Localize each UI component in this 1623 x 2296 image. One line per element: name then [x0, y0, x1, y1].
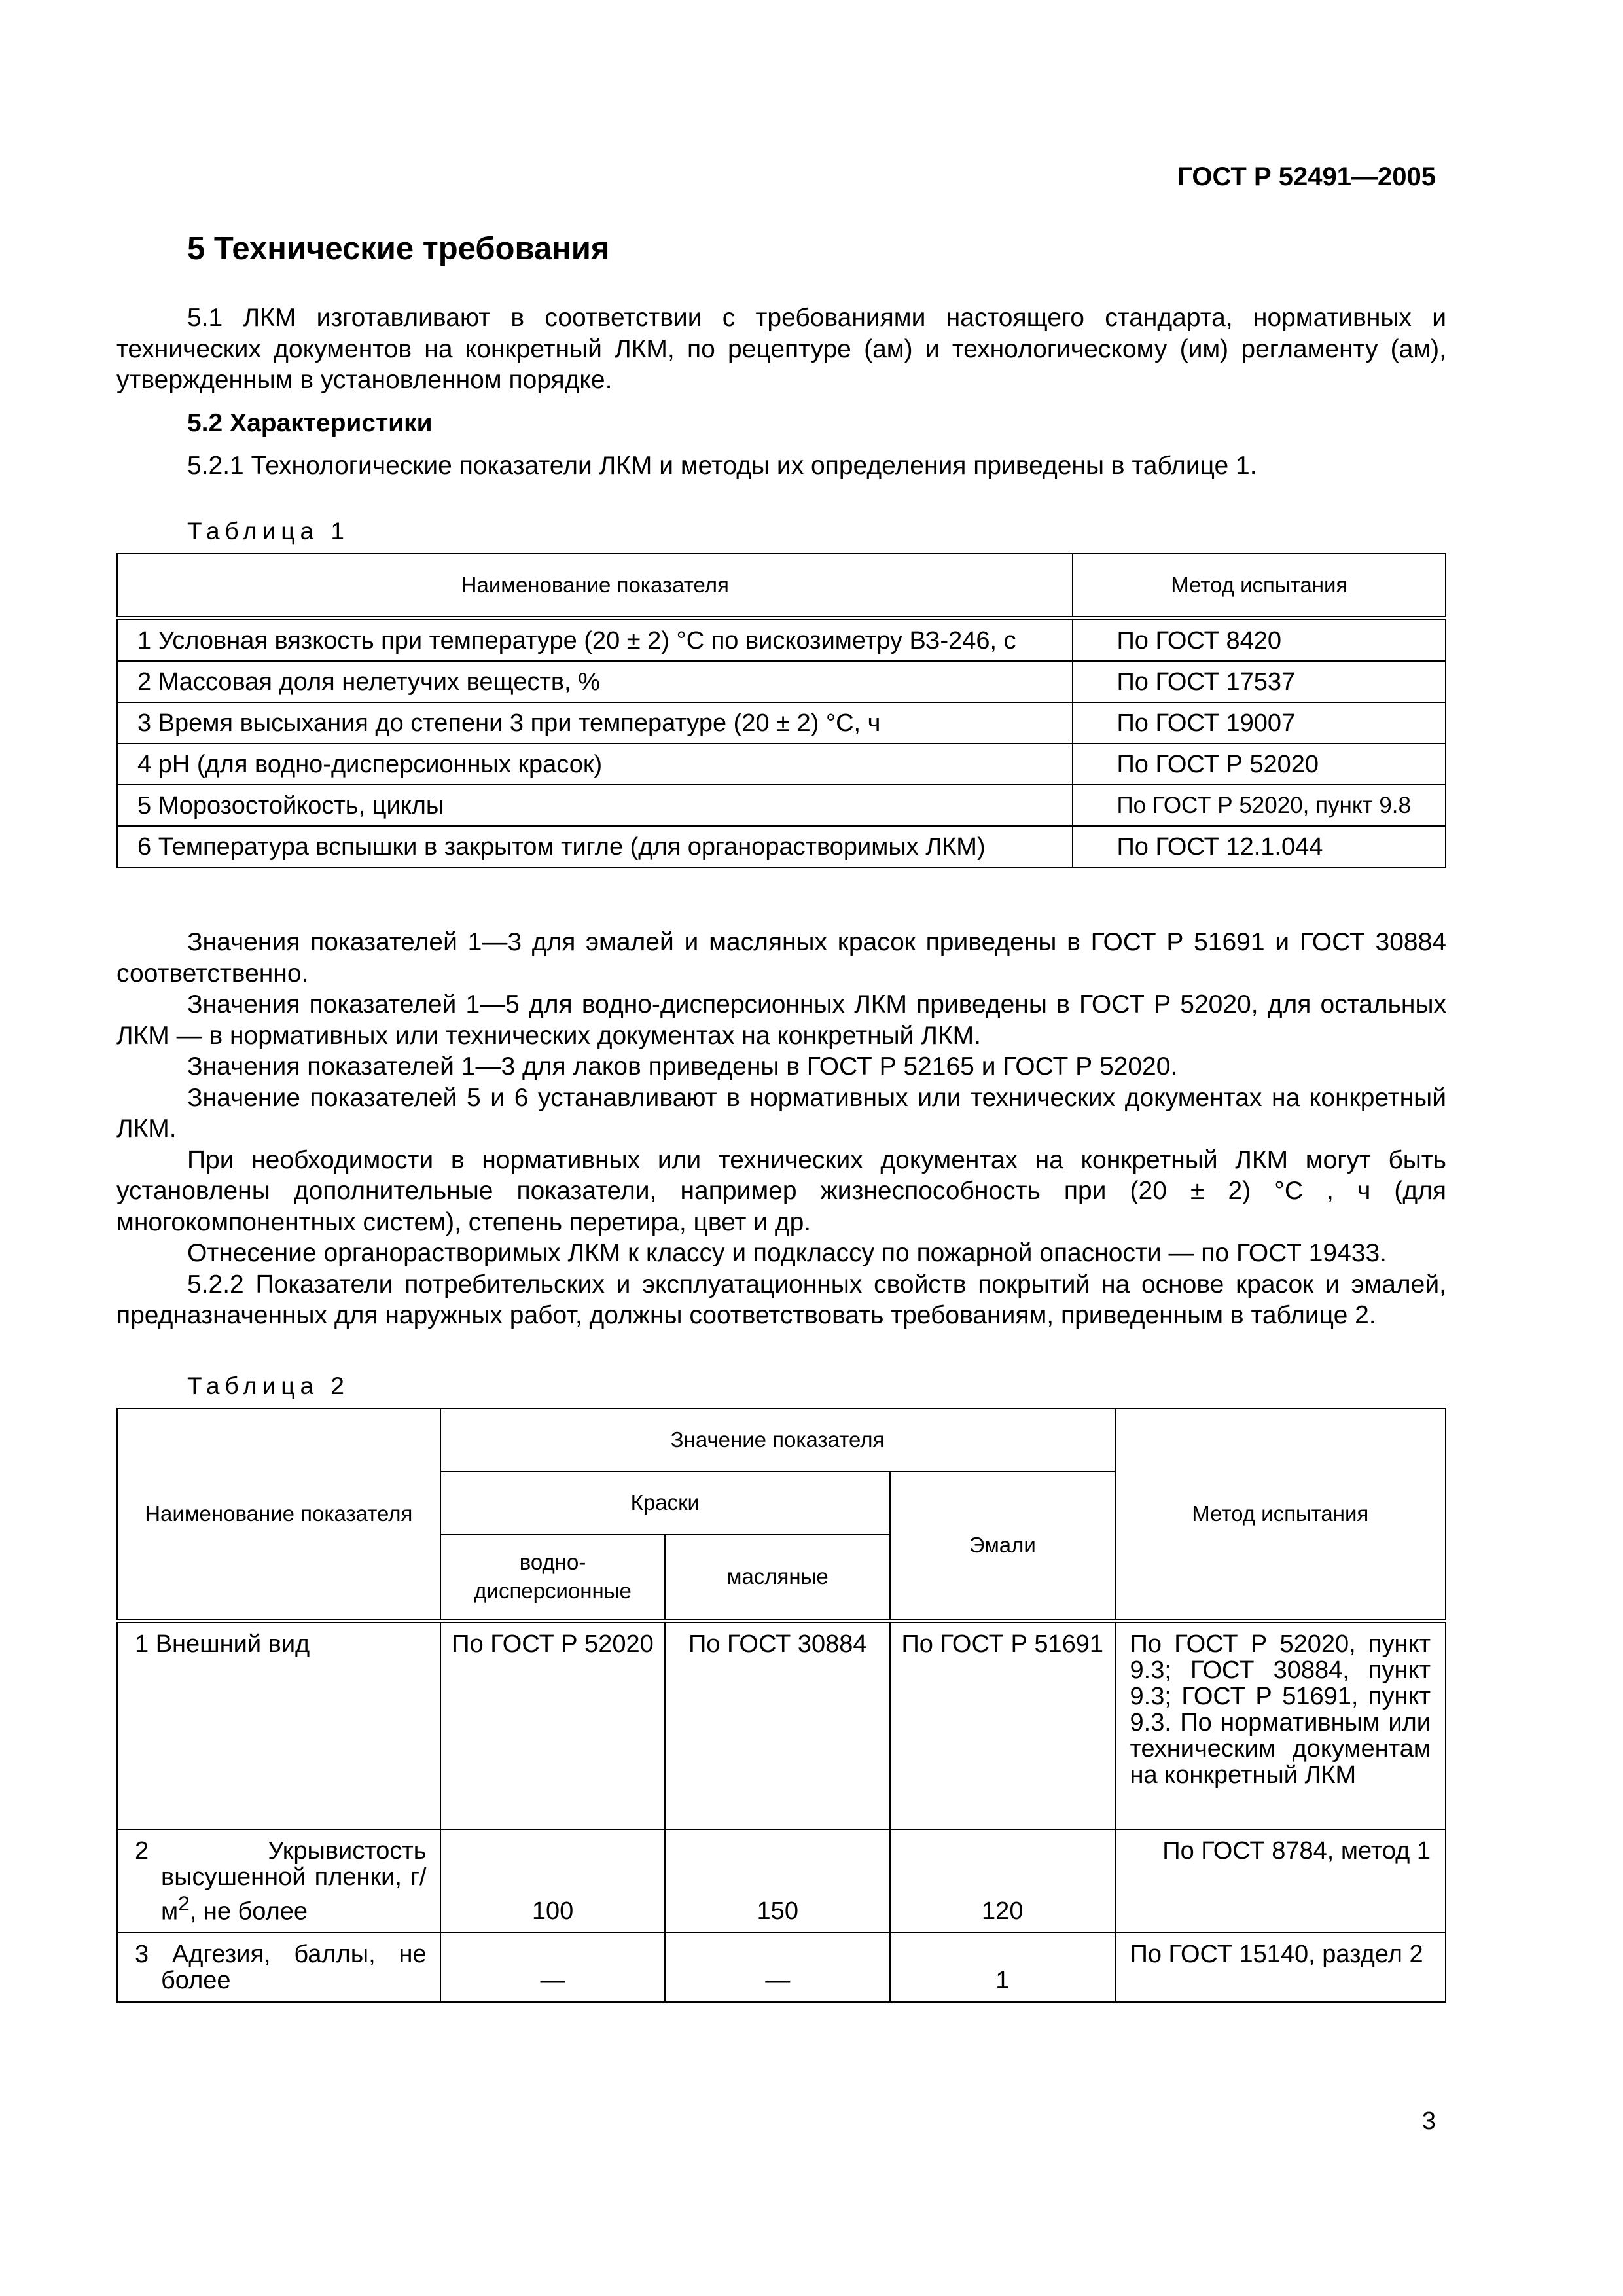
table-cell-oil: По ГОСТ 30884 [665, 1621, 890, 1829]
table-cell-method: По ГОСТ 8784, метод 1 [1115, 1829, 1446, 1933]
table-cell-water: — [440, 1933, 666, 2002]
table-cell-name: 1 Условная вязкость при температуре (20 ± 2) °С по вискозиметру ВЗ-246, с [117, 619, 1073, 662]
table-cell-method: По ГОСТ 12.1.044 [1073, 826, 1446, 867]
table-1 [116, 553, 1446, 868]
table-cell-enamels: По ГОСТ Р 51691 [890, 1621, 1115, 1829]
table-cell-name: 2 Массовая доля нелетучих веществ, % [117, 661, 1073, 702]
table2-header-method: Метод испытания [1115, 1408, 1446, 1621]
table-cell-method: По ГОСТ 8420 [1073, 619, 1446, 662]
superscript: 2 [178, 1891, 190, 1915]
table-cell-name: 3 Время высыхания до степени 3 при температуре (20 ± 2) °С, ч [117, 702, 1073, 744]
paragraph-5-2-2: 5.2.2 Показатели потребительских и эксплуатационных свойств покрытий на основе красок и эмалей, предназначенных для наружных работ, должны соответствовать требованиям, приведенным в таблице 2. [116, 1270, 1446, 1329]
table-cell-name: 3 Адгезия, баллы, не более [117, 1933, 440, 2002]
table-cell-enamels: 120 [890, 1829, 1115, 1933]
table1-header-method: Метод испытания [1073, 554, 1446, 619]
table-cell-enamels: 1 [890, 1933, 1115, 2002]
table2-header-water: водно-дисперсионные [440, 1534, 666, 1621]
note-paragraph: Отнесение органорастворимых ЛКМ к классу и подклассу по пожарной опасности — по ГОСТ 19433. [187, 1239, 1387, 1267]
table2-caption: Таблица 2 [187, 1372, 349, 1399]
document-body [116, 302, 1446, 2003]
table-2 [116, 1408, 1446, 2003]
page-number: 3 [1421, 2108, 1436, 2135]
table-row [117, 785, 1446, 826]
table1-header-row [117, 554, 1446, 619]
table2-header-value: Значение показателя [440, 1408, 1115, 1471]
table-row [117, 1829, 1446, 1933]
table1-header-name: Наименование показателя [117, 554, 1073, 619]
table-cell-name-text: 2 Укрывистость высушенной пленки, г/м [135, 1837, 427, 1926]
note-paragraph: При необходимости в нормативных или технических документах на конкретный ЛКМ могут быть установлены дополнительные показатели, например жизнеспособность при (20 ± 2) °С , ч (для многокомпонентных систем), степень перетира, цвет и др. [116, 1145, 1446, 1236]
note-paragraph: Значения показателей 1—3 для эмалей и масляных красок приведены в ГОСТ Р 51691 и ГОСТ 30884 соответственно. [116, 928, 1446, 988]
table2-header-row [117, 1408, 1446, 1471]
table-cell-method: По ГОСТ 15140, раздел 2 [1115, 1933, 1446, 2002]
table2-header-name: Наименование показателя [117, 1408, 440, 1621]
table-cell-oil: — [665, 1933, 890, 2002]
table-cell-name: 5 Морозостойкость, циклы [117, 785, 1073, 826]
table-cell-name: 4 pH (для водно-дисперсионных красок) [117, 744, 1073, 785]
table2-header-paints: Краски [440, 1471, 890, 1534]
table1-caption: Таблица 1 [187, 517, 349, 545]
table-cell-name: 6 Температура вспышки в закрытом тигле (для органорастворимых ЛКМ) [117, 826, 1073, 867]
table-cell-method: По ГОСТ Р 52020 [1073, 744, 1446, 785]
table-row [117, 1933, 1446, 2002]
table-cell-name-text: , не более [189, 1897, 308, 1926]
section-title: 5 Технические требования [187, 231, 610, 266]
paragraph-5-1: 5.1 ЛКМ изготавливают в соответствии с требованиями настоящего стандарта, нормативных и технических документов на конкретный ЛКМ, по рецептуре (ам) и технологическому (им) регламенту (ам), утвержденным в установленном порядке. [116, 304, 1446, 394]
table-row [117, 826, 1446, 867]
table-cell-method: По ГОСТ Р 52020, пункт 9.8 [1073, 785, 1446, 826]
table-row [117, 744, 1446, 785]
table-cell-oil: 150 [665, 1829, 890, 1933]
table-cell-water: 100 [440, 1829, 666, 1933]
table-row [117, 661, 1446, 702]
note-paragraph: Значение показателей 5 и 6 устанавливают в нормативных или технических документах на конкретный ЛКМ. [116, 1083, 1446, 1143]
table-cell-water: По ГОСТ Р 52020 [440, 1621, 666, 1829]
table-row [117, 619, 1446, 662]
table-cell-name [117, 1829, 440, 1933]
note-paragraph: Значения показателей 1—3 для лаков приведены в ГОСТ Р 52165 и ГОСТ Р 52020. [187, 1052, 1178, 1081]
standard-code: ГОСТ Р 52491—2005 [1177, 162, 1436, 191]
table-cell-method: По ГОСТ Р 52020, пункт 9.3; ГОСТ 30884, пункт 9.3; ГОСТ Р 51691, пункт 9.3. По нормативным или техническим документам на конкретный ЛКМ [1115, 1621, 1446, 1829]
table-row [117, 1621, 1446, 1829]
subsection-5-2-heading: 5.2 Характеристики [187, 408, 433, 437]
table-cell-method: По ГОСТ 17537 [1073, 661, 1446, 702]
table-cell-name: 1 Внешний вид [117, 1621, 440, 1829]
table2-header-oil: масляные [665, 1534, 890, 1621]
table-cell-method: По ГОСТ 19007 [1073, 702, 1446, 744]
table-row [117, 702, 1446, 744]
table2-header-enamels: Эмали [890, 1471, 1115, 1621]
paragraph-5-2-1: 5.2.1 Технологические показатели ЛКМ и методы их определения приведены в таблице 1. [187, 452, 1257, 480]
note-paragraph: Значения показателей 1—5 для водно-дисперсионных ЛКМ приведены в ГОСТ Р 52020, для остальных ЛКМ — в нормативных или технических документах на конкретный ЛКМ. [116, 990, 1446, 1050]
